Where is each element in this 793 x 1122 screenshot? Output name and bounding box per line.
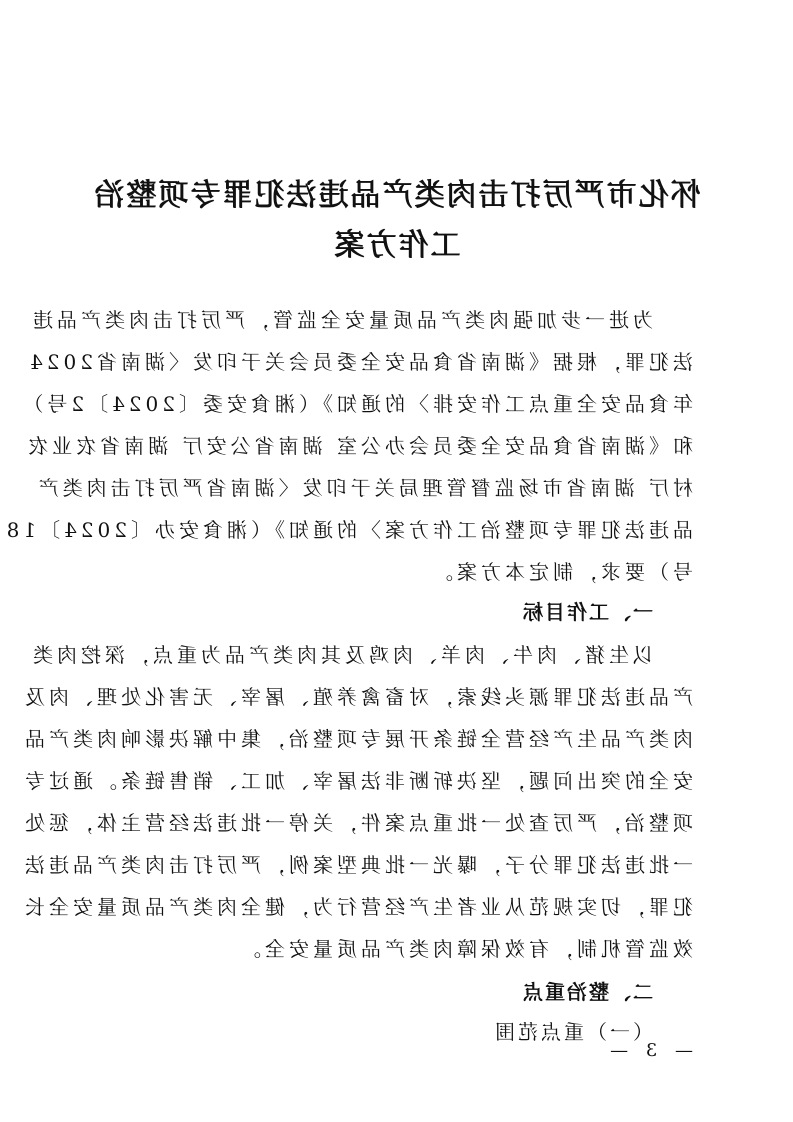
document-title-line-1: 怀化市严厉打击肉类产品违法犯罪专项整治	[92, 178, 701, 213]
goals-line: 产品违法犯罪源头线索，对畜禽养殖、屠宰、无害化处理、肉及	[21, 685, 693, 709]
subsection-heading-scope: （一）重点范围	[492, 1020, 653, 1044]
goals-line: 以生猪、肉牛、肉羊、肉鸡及其肉类产品为重点，深挖肉类	[29, 643, 653, 667]
intro-line: 法犯罪，根据《湖南省食品安全委员会关于印发〈湖南省2024	[26, 350, 693, 374]
page-number: — 3 —	[604, 1040, 693, 1061]
goals-line: 安全的突出问题，坚决斩断非法屠宰、加工、销售链条。通过专	[21, 769, 693, 793]
goals-line: 项整治，严厉查处一批重点案件，关停一批违法经营主体，惩处	[21, 811, 693, 835]
intro-line: 为进一步加强肉类产品质量安全监管，严厉打击肉类产品违	[29, 308, 653, 332]
intro-line: 号）要求，制定本方案。	[429, 560, 693, 584]
document-title-line-2: 工作方案	[332, 228, 461, 263]
intro-line: 和《湖南省食品安全委员会办公室 湖南省公安厅 湖南省农业农	[24, 434, 693, 458]
section-heading-goals: 一、工作目标	[521, 600, 653, 624]
goals-line: 一批违法犯罪分子，曝光一批典型案例，严厉打击肉类产品违法	[21, 853, 693, 877]
goals-line: 效监管机制，有效保障肉类产品质量安全。	[237, 937, 693, 961]
goals-line: 肉类产品生产经营全链条开展专项整治，集中解决影响肉类产品	[21, 727, 693, 751]
goals-line: 犯罪，切实规范从业者生产经营行为，健全肉类产品质量安全长	[21, 895, 693, 919]
intro-line: 品违法犯罪专项整治工作方案〉的通知》（湘食安办〔2024〕18	[2, 518, 693, 542]
intro-line: 年食品安全重点工作安排〉的通知》（湘食安委〔2024〕2号）	[19, 392, 693, 416]
section-heading-key-points: 二、整治重点	[521, 980, 653, 1004]
intro-line: 村厅 湖南省市场监督管理局关于印发〈湖南省严厉打击肉类产	[34, 476, 693, 500]
